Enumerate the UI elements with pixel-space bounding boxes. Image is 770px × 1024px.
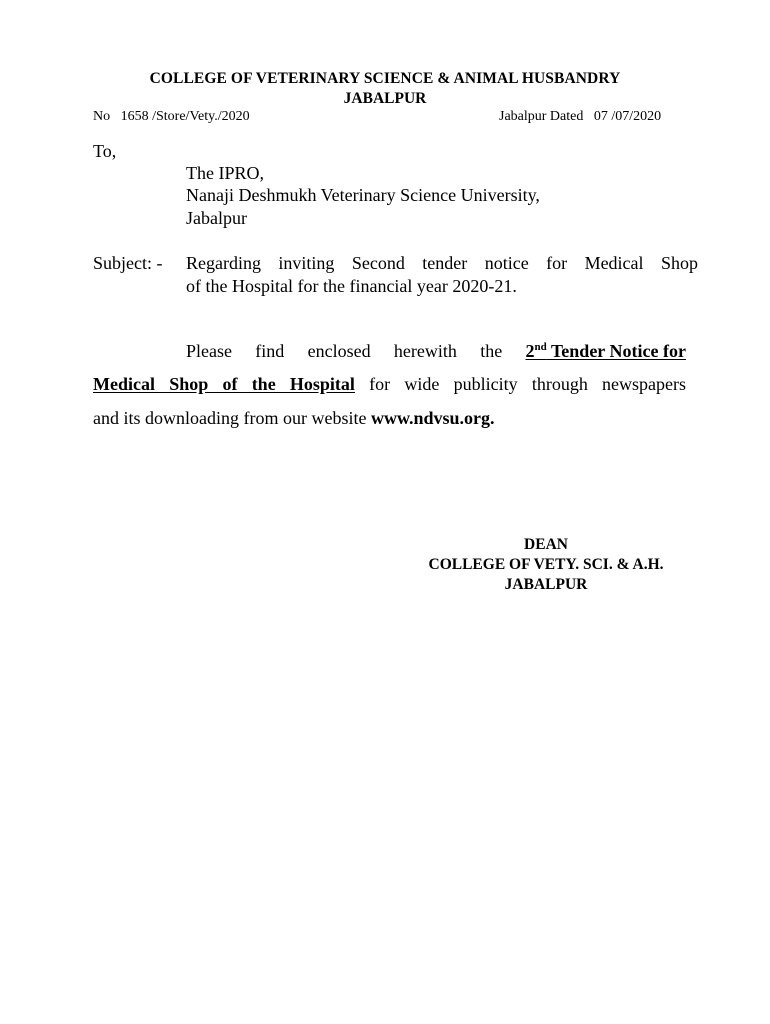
body-line-2 [93,374,686,395]
recipient-line-2: Nanaji Deshmukh Veterinary Science University, [186,185,540,205]
website-link[interactable]: www.ndvsu.org. [370,408,495,428]
body-word: find [255,341,285,361]
ordinal-number: 2 [525,341,535,361]
recipient-line-1: The IPRO, [186,163,264,183]
tender-notice-title-part-1 [526,341,686,362]
body-line-3 [93,408,495,429]
body-line-2-rest: for wide publicity through newspapers [369,374,687,394]
reference-number: No 1658 /Store/Vety./2020 [93,109,250,124]
tender-notice-title-part-2: Medical Shop of the Hospital [93,374,355,394]
body-word: enclosed [307,341,371,361]
letter-date: Jabalpur Dated 07 /07/2020 [499,109,662,124]
body-line-1 [186,341,686,362]
ordinal-suffix: nd [534,341,547,353]
subject-line-2: of the Hospital for the financial year 2020-21. [186,276,517,296]
signatory-office: COLLEGE OF VETY. SCI. & A.H. [428,556,664,573]
salutation: To, [93,141,117,161]
signatory-title: DEAN [524,536,568,553]
body-word: Please [186,341,232,361]
subject-label: Subject: - [93,253,163,273]
body-word: herewith [393,341,457,361]
institution-city: JABALPUR [343,90,427,107]
institution-title: COLLEGE OF VETERINARY SCIENCE & ANIMAL HUSBANDRY [149,70,621,87]
recipient-line-3: Jabalpur [186,208,247,228]
signatory-city: JABALPUR [504,576,588,593]
subject-line-1: Regarding inviting Second tender notice for Medical Shop [186,253,698,273]
notice-text: Tender Notice for [550,341,686,361]
body-line-3-text: and its downloading from our website [93,408,367,428]
body-word: the [480,341,503,361]
